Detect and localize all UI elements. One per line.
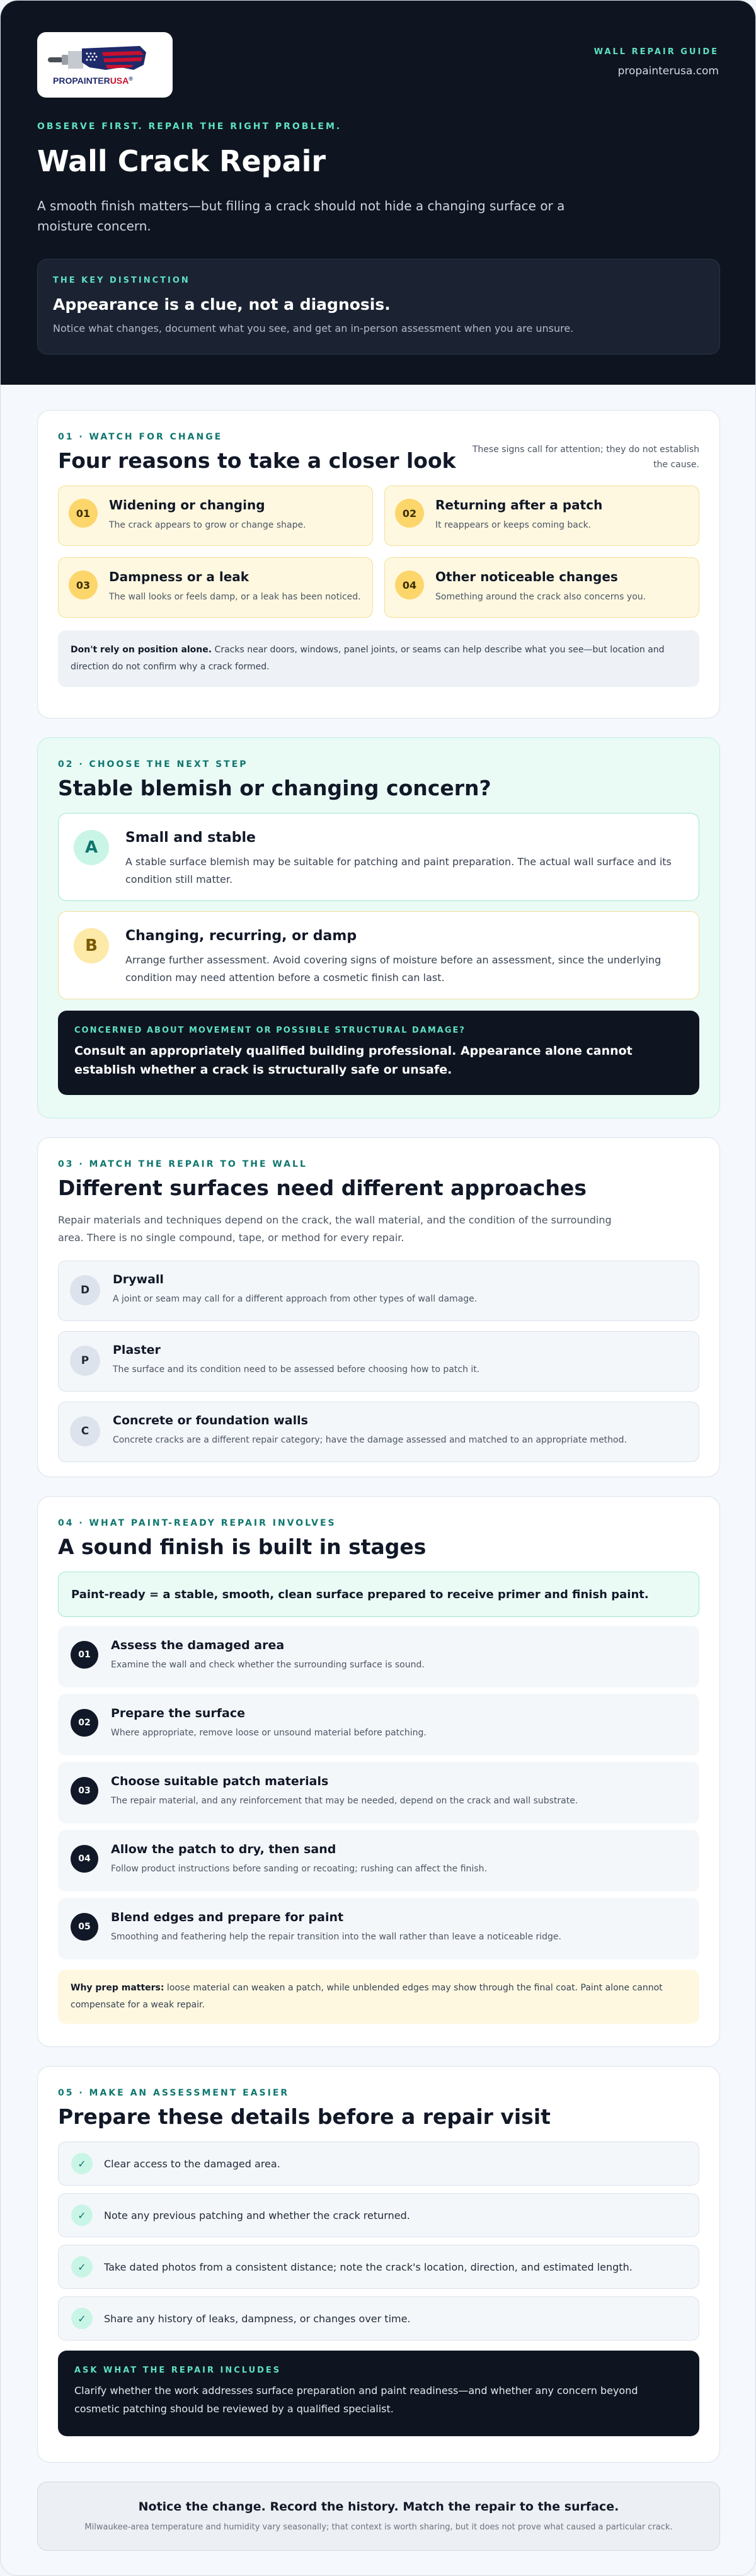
checklist xyxy=(58,2142,699,2341)
checklist-text: Take dated photos from a consistent distance; note the crack's location, direction, and estimated length. xyxy=(104,2261,633,2273)
logo-text-c: ® xyxy=(128,76,133,82)
step-item xyxy=(58,1626,699,1688)
paint-ready-callout: Paint-ready = a stable, smooth, clean surface prepared to receive primer and finish paint. xyxy=(58,1572,699,1617)
step-text: The repair material, and any reinforcement that may be needed, depend on the crack and wall substrate. xyxy=(111,1796,578,1806)
position-note-bold: Don't rely on position alone. xyxy=(71,645,212,655)
structural-concern-box xyxy=(58,1011,699,1095)
reason-text: The wall looks or feels damp, or a leak has been noticed. xyxy=(109,592,361,602)
step-title: Blend edges and prepare for paint xyxy=(111,1910,344,1924)
surface-title: Concrete or foundation walls xyxy=(113,1414,308,1427)
guide-label: WALL REPAIR GUIDE xyxy=(593,47,719,57)
reason-title: Widening or changing xyxy=(109,497,265,513)
page-footer xyxy=(37,2482,720,2551)
section4-eyebrow: 04 · WHAT PAINT-READY REPAIR INVOLVES xyxy=(58,1518,336,1528)
surface-text: A joint or seam may call for a different approach from other types of wall damage. xyxy=(113,1294,478,1304)
step-item xyxy=(58,1762,699,1824)
step-text: Follow product instructions before sanding or recoating; rushing can affect the finish. xyxy=(111,1864,487,1874)
surface-badge: P xyxy=(70,1346,100,1376)
reason-card xyxy=(384,557,699,618)
section3-eyebrow: 03 · MATCH THE REPAIR TO THE WALL xyxy=(58,1159,307,1169)
option-b-card xyxy=(58,911,699,999)
site-link[interactable]: propainterusa.com xyxy=(617,65,719,77)
step-text: Smoothing and feathering help the repair transition into the wall rather than leave a noticeable ridge. xyxy=(111,1932,561,1942)
step-item xyxy=(58,1898,699,1960)
checklist-item xyxy=(58,2142,699,2186)
step-number: 02 xyxy=(71,1709,98,1737)
step-title: Assess the damaged area xyxy=(111,1638,285,1652)
reason-text: Something around the crack also concerns you. xyxy=(435,592,646,602)
surface-title: Plaster xyxy=(113,1343,161,1357)
ask-text: Clarify whether the work addresses surface preparation and paint readiness—and whether any concern beyond cosmetic patching should be reviewed by a qualified specialist. xyxy=(74,2385,638,2415)
surface-badge: D xyxy=(70,1275,100,1305)
reason-number: 01 xyxy=(69,499,98,528)
surface-item xyxy=(58,1331,699,1392)
key-distinction-box xyxy=(37,259,720,355)
reason-card xyxy=(58,557,373,618)
section1-eyebrow: 01 · WATCH FOR CHANGE xyxy=(58,432,223,442)
checklist-text: Note any previous patching and whether the crack returned. xyxy=(104,2209,410,2221)
reason-title: Other noticeable changes xyxy=(435,569,618,584)
section4-title: A sound finish is built in stages xyxy=(58,1535,427,1559)
ask-repair-box xyxy=(58,2351,699,2436)
svg-text:PROPAINTERUSA® xyxy=(53,76,133,86)
check-icon: ✓ xyxy=(71,2308,93,2329)
step-number: 04 xyxy=(71,1845,98,1873)
checklist-item xyxy=(58,2193,699,2237)
reason-number: 04 xyxy=(395,570,424,599)
concern-text: Consult an appropriately qualified building professional. Appearance alone cannot establish whether a crack is structurally safe or unsafe. xyxy=(74,1044,633,1077)
reason-text: It reappears or keeps coming back. xyxy=(435,520,592,530)
section5-eyebrow: 05 · MAKE AN ASSESSMENT EASIER xyxy=(58,2088,290,2098)
check-icon: ✓ xyxy=(71,2153,93,2174)
step-item xyxy=(58,1830,699,1892)
section-surfaces xyxy=(37,1137,720,1477)
surface-item xyxy=(58,1402,699,1462)
option-a-badge: A xyxy=(74,830,109,865)
hero-eyebrow: OBSERVE FIRST. REPAIR THE RIGHT PROBLEM. xyxy=(37,122,342,132)
section-watch-for-change xyxy=(37,410,720,718)
page-title: Wall Crack Repair xyxy=(37,144,326,178)
prep-note-bold: Why prep matters: xyxy=(71,1983,164,1993)
reason-card xyxy=(58,485,373,546)
concern-eyebrow: CONCERNED ABOUT MOVEMENT OR POSSIBLE STRUCTURAL DAMAGE? xyxy=(74,1026,466,1035)
key-title: Appearance is a clue, not a diagnosis. xyxy=(53,295,391,314)
reason-number: 03 xyxy=(69,570,98,599)
option-b-title: Changing, recurring, or damp xyxy=(125,928,357,944)
surface-badge: C xyxy=(70,1416,100,1446)
section-assessment-prep xyxy=(37,2066,720,2463)
reason-title: Dampness or a leak xyxy=(109,569,249,584)
prep-note-text: loose material can weaken a patch, while unblended edges may show through the final coat. Paint alone cannot compensate for a weak repair. xyxy=(71,1983,663,2010)
option-a-text: A stable surface blemish may be suitable for patching and paint preparation. The actual wall surface and its condition still matter. xyxy=(125,856,672,885)
hero-header xyxy=(1,1,755,385)
section2-title: Stable blemish or changing concern? xyxy=(58,776,491,800)
option-b-badge: B xyxy=(74,928,109,963)
check-icon: ✓ xyxy=(71,2256,93,2278)
position-note-text: Cracks near doors, windows, panel joints, or seams can help describe what you see—but location and direction do not confirm why a crack formed. xyxy=(71,645,665,672)
step-title: Choose suitable patch materials xyxy=(111,1774,329,1788)
surface-list xyxy=(58,1261,699,1462)
step-title: Prepare the surface xyxy=(111,1706,246,1720)
reason-text: The crack appears to grow or change shape. xyxy=(109,520,306,530)
brand-logo[interactable] xyxy=(37,32,173,98)
key-text: Notice what changes, document what you see, and get an in-person assessment when you are unsure. xyxy=(53,322,574,334)
step-title: Allow the patch to dry, then sand xyxy=(111,1842,336,1856)
step-number: 03 xyxy=(71,1777,98,1805)
section-next-step xyxy=(37,737,720,1118)
step-number: 01 xyxy=(71,1641,98,1669)
position-note xyxy=(58,630,699,687)
reason-card xyxy=(384,485,699,546)
surface-text: Concrete cracks are a different repair category; have the damage assessed and matched to an appropriate method. xyxy=(113,1435,627,1445)
surface-text: The surface and its condition need to be assessed before choosing how to patch it. xyxy=(113,1365,480,1375)
logo-text-b: USA xyxy=(110,76,129,86)
step-number: 05 xyxy=(71,1913,98,1941)
checklist-item xyxy=(58,2245,699,2289)
section3-intro: Repair materials and techniques depend on the crack, the wall material, and the condition of the surrounding area. There is no single compound, tape, or method for every repair. xyxy=(58,1214,612,1244)
hero-subtitle: A smooth finish matters—but filling a crack should not hide a changing surface or a moisture concern. xyxy=(37,198,565,234)
option-a-title: Small and stable xyxy=(125,830,256,846)
prep-matters-note xyxy=(58,1970,699,2024)
surface-item xyxy=(58,1261,699,1321)
option-b-text: Arrange further assessment. Avoid covering signs of moisture before an assessment, since the underlying condition may need attention before a cosmetic finish can last. xyxy=(125,954,662,984)
section2-eyebrow: 02 · CHOOSE THE NEXT STEP xyxy=(58,759,248,769)
reason-title: Returning after a patch xyxy=(435,497,603,513)
reasons-grid xyxy=(58,485,699,618)
section-paint-ready xyxy=(37,1496,720,2047)
footer-title: Notice the change. Record the history. Match the repair to the surface. xyxy=(138,2500,619,2514)
checklist-text: Clear access to the damaged area. xyxy=(104,2157,280,2170)
checklist-item xyxy=(58,2296,699,2341)
surface-title: Drywall xyxy=(113,1273,164,1286)
step-list xyxy=(58,1626,699,1960)
key-eyebrow: THE KEY DISTINCTION xyxy=(53,276,190,285)
step-item xyxy=(58,1694,699,1756)
reason-number: 02 xyxy=(395,499,424,528)
checklist-text: Share any history of leaks, dampness, or changes over time. xyxy=(104,2312,411,2325)
section5-title: Prepare these details before a repair visit xyxy=(58,2104,551,2129)
logo-text-a: PROPAINTER xyxy=(52,76,110,86)
paint-brush-logo-icon xyxy=(45,40,165,90)
option-a-card xyxy=(58,813,699,901)
section3-title: Different surfaces need different approaches xyxy=(58,1176,587,1200)
footer-text: Milwaukee-area temperature and humidity vary seasonally; that context is worth sharing, but it does not prove what caused a particular crack. xyxy=(84,2522,673,2532)
section1-aside: These signs call for attention; they do not establish the cause. xyxy=(472,445,699,470)
ask-eyebrow: ASK WHAT THE REPAIR INCLUDES xyxy=(74,2366,282,2375)
section1-title: Four reasons to take a closer look xyxy=(58,448,456,473)
step-text: Examine the wall and check whether the surrounding surface is sound. xyxy=(111,1660,425,1670)
check-icon: ✓ xyxy=(71,2204,93,2226)
step-text: Where appropriate, remove loose or unsound material before patching. xyxy=(111,1728,427,1738)
